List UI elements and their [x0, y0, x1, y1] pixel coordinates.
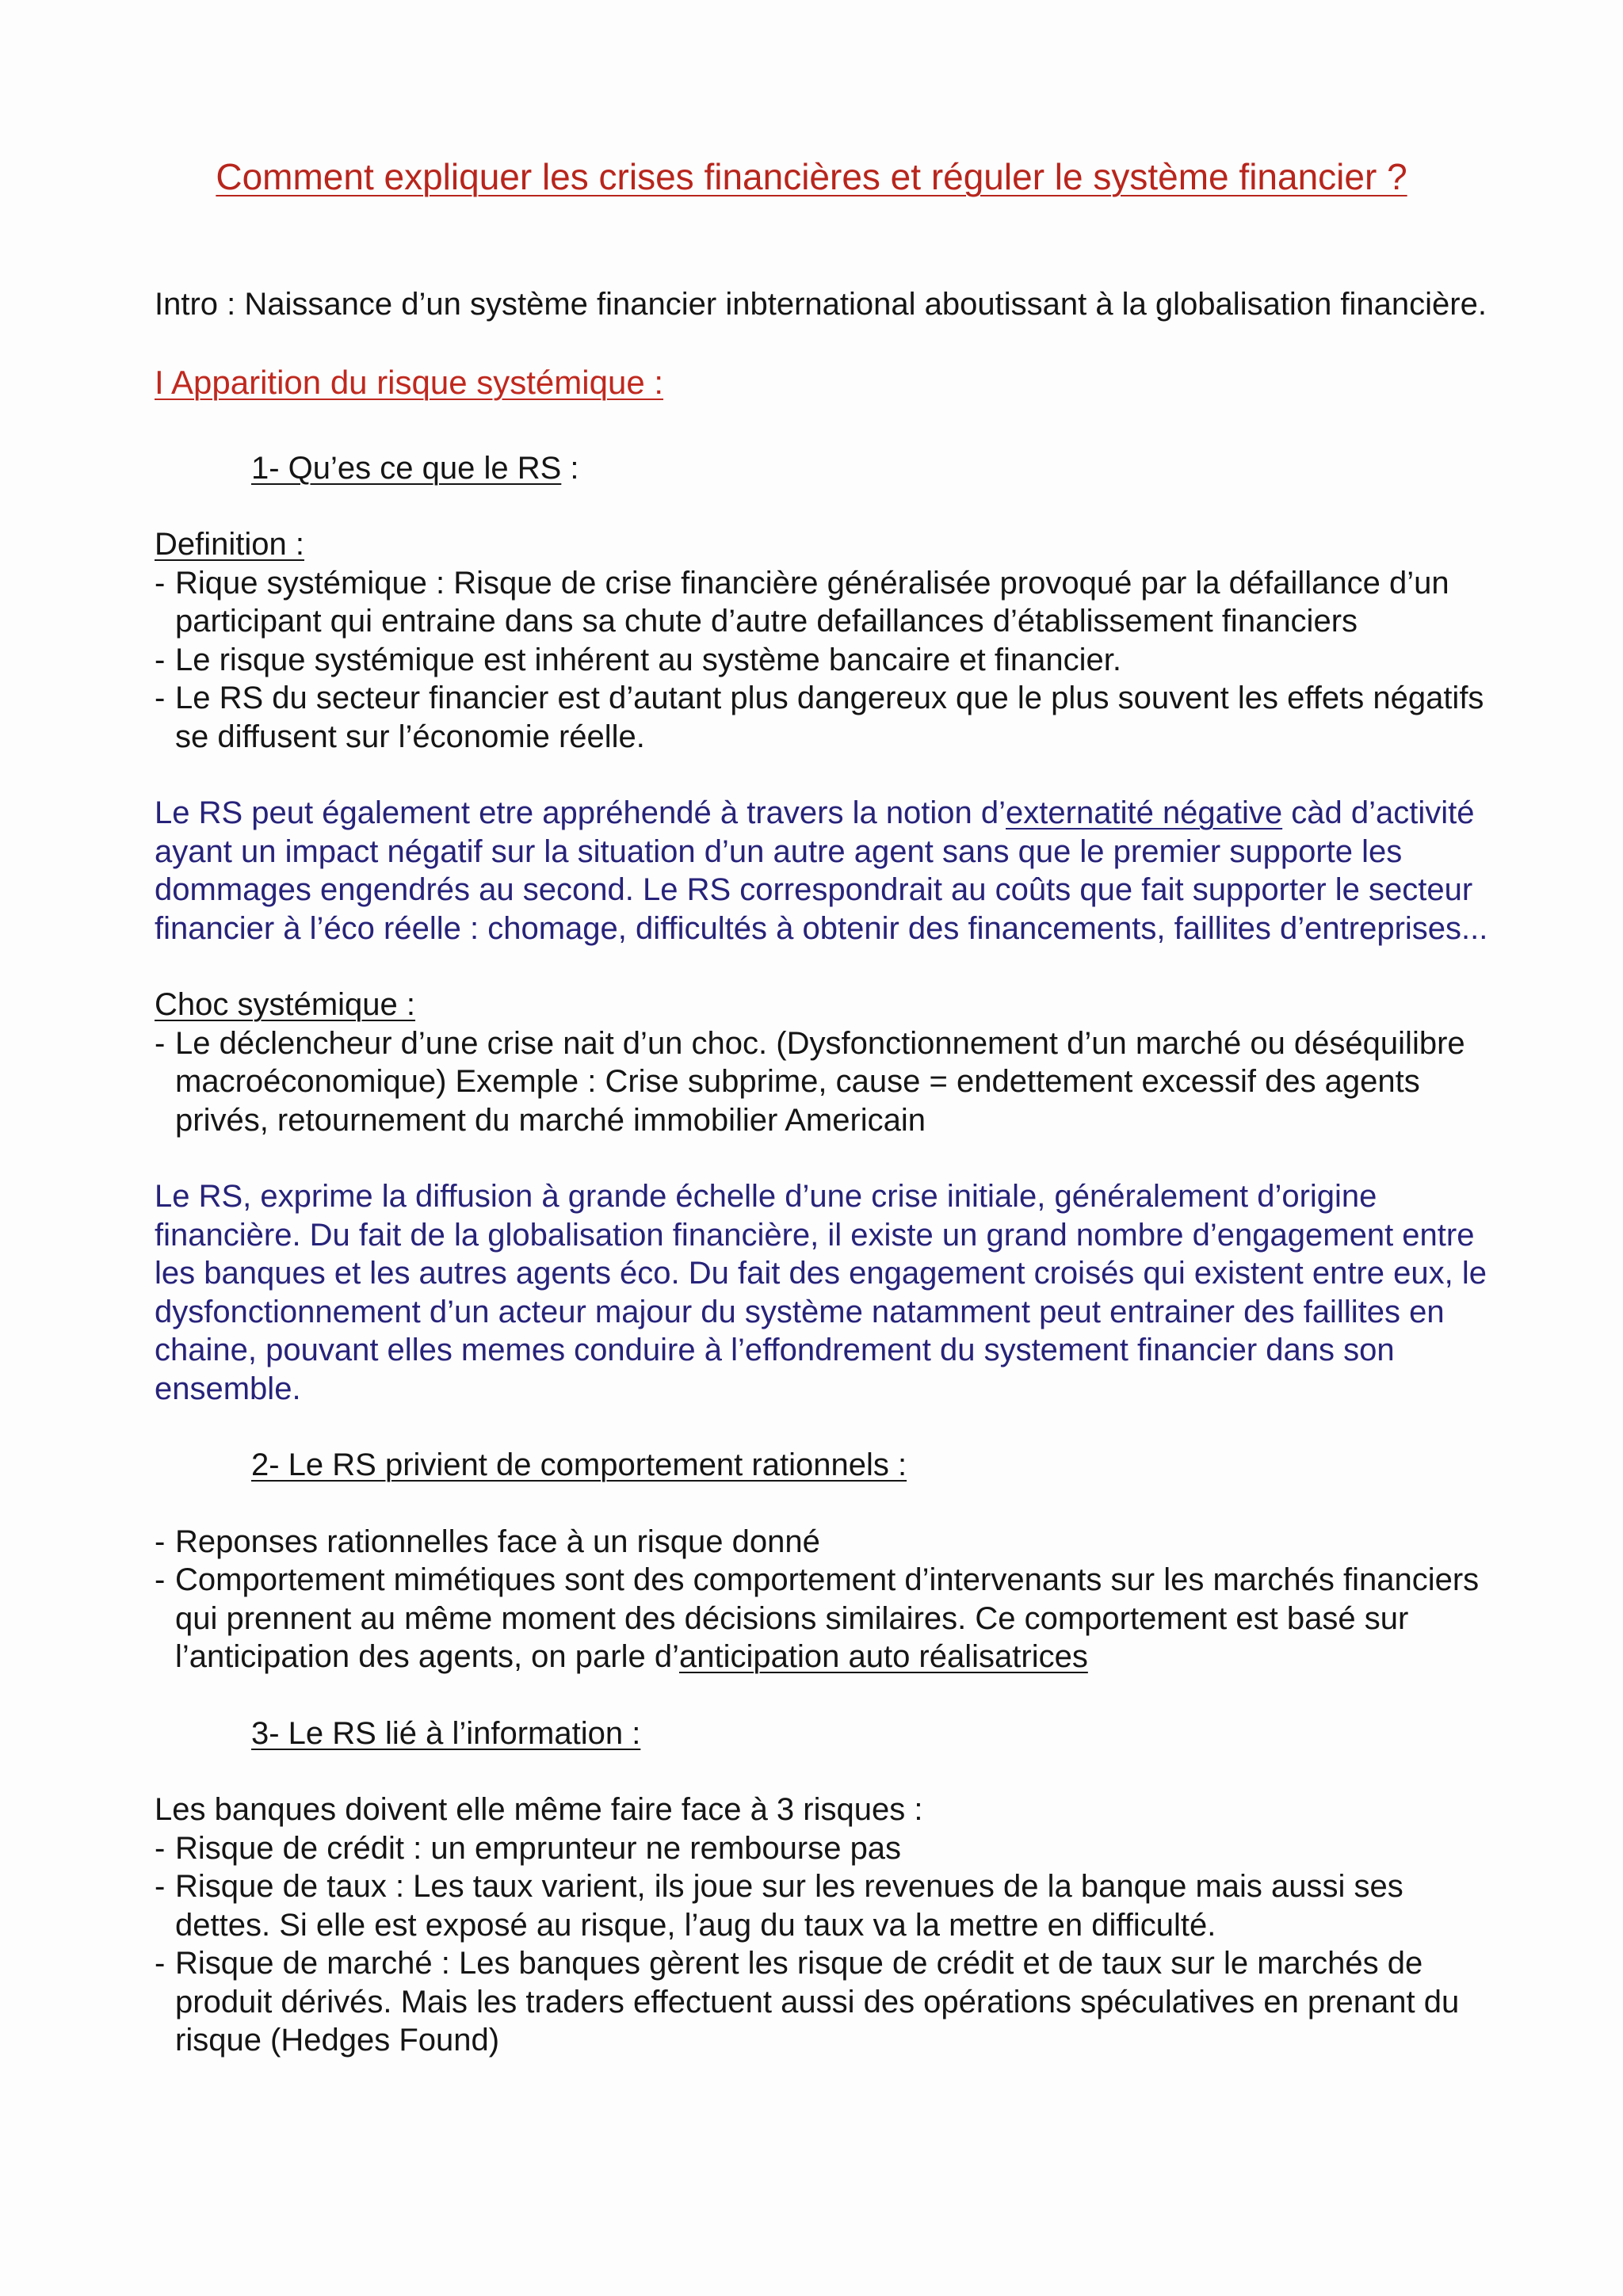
- subsection-heading-1-text: 1- Qu’es ce que le RS: [251, 450, 562, 486]
- list-item: - Le risque systémique est inhérent au système bancaire et financier.: [155, 641, 1502, 680]
- externalite-term: externatité négative: [1006, 795, 1283, 830]
- subsection-heading-3: [155, 1714, 1502, 1753]
- page-title: Comment expliquer les crises financières et réguler le système financier ?: [216, 156, 1407, 197]
- subsection-heading-1: [155, 449, 1502, 488]
- section-heading-1: I Apparition du risque systémique :: [155, 363, 664, 401]
- externalite-text-before: Le RS peut également etre appréhendé à travers la notion d’: [155, 795, 1006, 830]
- list-item: - Rique systémique : Risque de crise financière généralisée provoqué par la défaillance d’un participant qui entraine dans sa chute d’autre defaillances d’établissement financiers: [155, 564, 1502, 641]
- definition-list: [155, 564, 1502, 757]
- choc-label: Choc systémique :: [155, 987, 416, 1022]
- externalite-text-after: càd d’activité ayant un impact négatif sur la situation d’un autre agent sans que le premier supporte les dommages engendrés au second. Le RS correspondrait au coûts que fait supporter le secteur financier à l’éco réelle : chomage, difficultés à obtenir des financements, faillites d’entreprises...: [155, 795, 1488, 946]
- risques-intro: Les banques doivent elle même faire face à 3 risques :: [155, 1792, 923, 1827]
- list-item: - Risque de crédit : un emprunteur ne rembourse pas: [155, 1829, 1502, 1868]
- subsection-heading-1-suffix: :: [561, 450, 579, 486]
- diffusion-paragraph: Le RS, exprime la diffusion à grande échelle d’une crise initiale, généralement d’origine financière. Du fait de la globalisation financière, il existe un grand nombre d’engagement entre les banques et les autres agents éco. Du fait des engagement croisés qui existent entre eux, le dysfonctionnement d’un acteur majour du système natamment peut entrainer des faillites en chaine, pouvant elles memes conduire à l’effondrement du systement financier dans son ensemble.: [155, 1179, 1487, 1406]
- list-item: - Le déclencheur d’une crise nait d’un choc. (Dysfonctionnement d’un marché ou déséquilibre macroéconomique) Exemple : Crise subprime, cause = endettement excessif des agents privés, retournement du marché immobilier Americain: [155, 1024, 1502, 1140]
- list-item: - Reponses rationnelles face à un risque donné: [155, 1523, 1502, 1562]
- rationnels-list: [155, 1523, 1502, 1676]
- list-item: - Le RS du secteur financier est d’autant plus dangereux que le plus souvent les effets négatifs se diffusent sur l’économie réelle.: [155, 679, 1502, 756]
- anticipation-term: anticipation auto réalisatrices: [678, 1639, 1088, 1674]
- definition-label: Definition :: [155, 527, 304, 562]
- subsection-heading-2-text: 2- Le RS privient de comportement rationnels :: [251, 1447, 907, 1482]
- choc-list: [155, 1024, 1502, 1140]
- list-item-text: Comportement mimétiques sont des comportement d’intervenants sur les marchés financiers qui prennent au même moment des décisions similaires. Ce comportement est basé sur l’anticipation des agents, on parle d’: [175, 1562, 1480, 1674]
- intro-paragraph: Intro : Naissance d’un système financier inbternational aboutissant à la globalisation financière.: [155, 287, 1487, 322]
- externalite-paragraph: [155, 794, 1502, 948]
- document-body: [155, 285, 1502, 2060]
- risques-list: [155, 1829, 1502, 2060]
- subsection-heading-2: [155, 1446, 1502, 1485]
- list-item: - Risque de marché : Les banques gèrent les risque de crédit et de taux sur le marchés de produit dérivés. Mais les traders effectuent aussi des opérations spéculatives en prenant du risque (Hedges Found): [155, 1944, 1502, 2060]
- subsection-heading-3-text: 3- Le RS lié à l’information :: [251, 1715, 641, 1751]
- list-item: [155, 1561, 1502, 1676]
- list-item: - Risque de taux : Les taux varient, ils joue sur les revenues de la banque mais aussi ses dettes. Si elle est exposé au risque, l’aug du taux va la mettre en difficulté.: [155, 1867, 1502, 1944]
